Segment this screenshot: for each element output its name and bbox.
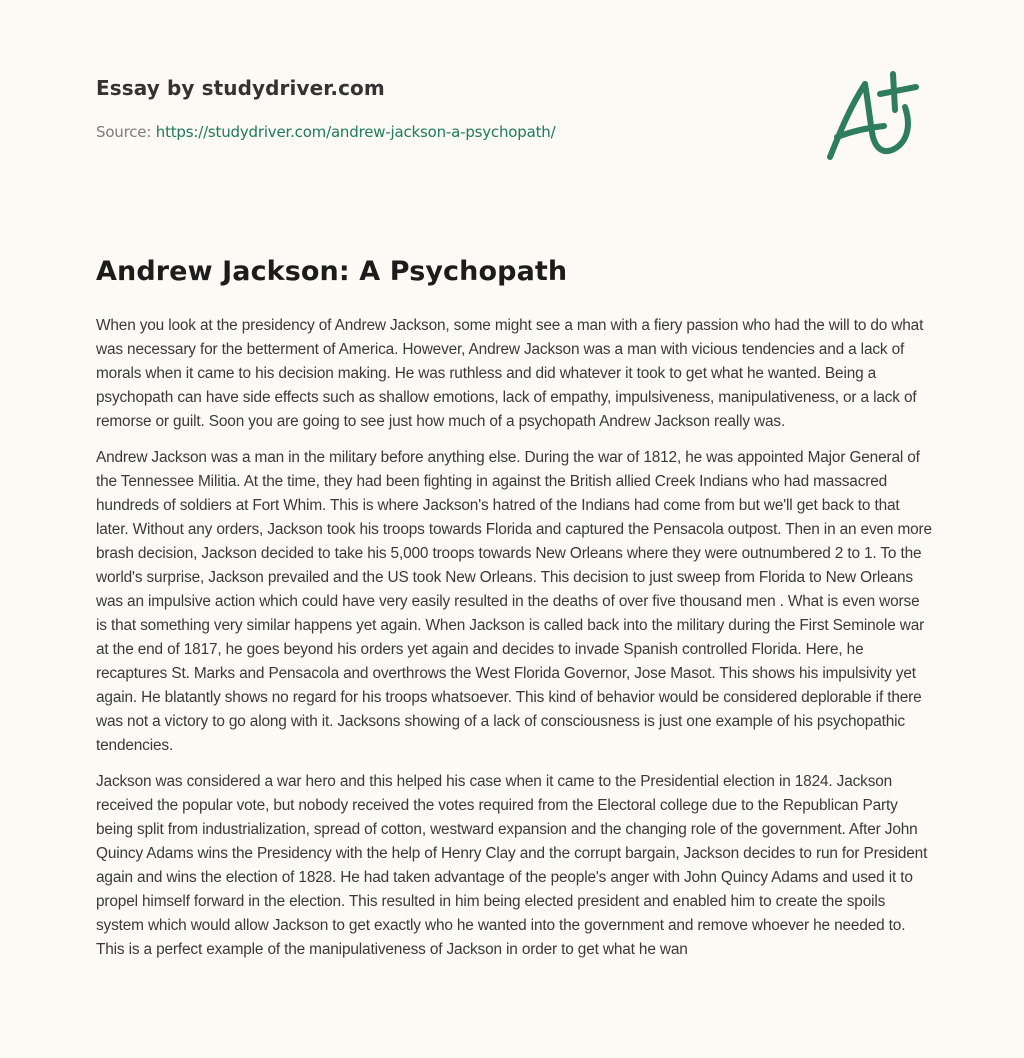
paragraph: Jackson was considered a war hero and this helped his case when it came to the Presidential election in 1824. Jackson received the popular vote, but nobody received the votes required from the Electoral college due to the Republican Party being split from industrialization, spread of cotton, westward expansion and the changing role of the government. After John Quincy Adams wins the Presidency with the help of Henry Clay and the corrupt bargain, Jackson decides to run for President again and wins the election of 1828. He had taken advantage of the people's anger with John Quincy Adams and used it to propel himself forward in the election. This resulted in him being elected president and enabled him to create the spoils system which would allow Jackson to get exactly who he wanted into the government and remove whoever he needed to. This is a perfect example of the manipulativeness of Jackson in order to get what he wan	[96, 773, 928, 958]
paragraph: When you look at the presidency of Andrew Jackson, some might see a man with a fiery passion who had the will to do what was necessary for the betterment of America. However, Andrew Jackson was a man with vicious tendencies and a lack of morals when it came to his decision making. He was ruthless and did whatever it took to get what he wanted. Being a psychopath can have side effects such as shallow emotions, lack of empathy, impulsiveness, manipulativeness, or a lack of remorse or guilt. Soon you are going to see just how much of a psychopath Andrew Jackson really was.	[96, 317, 924, 430]
article-body	[96, 314, 932, 974]
article-title: Andrew Jackson: A Psychopath	[96, 256, 568, 287]
page-header	[96, 76, 555, 141]
source-line	[96, 123, 555, 141]
source-link[interactable]: https://studydriver.com/andrew-jackson-a-psychopath/	[155, 123, 556, 141]
site-title: Essay by studydriver.com	[96, 76, 385, 100]
a-plus-grade-icon	[820, 62, 930, 172]
source-label: Source:	[96, 123, 152, 141]
paragraph: Andrew Jackson was a man in the military before anything else. During the war of 1812, he was appointed Major General of the Tennessee Militia. At the time, they had been fighting in against the British allied Creek Indians who had massacred hundreds of soldiers at Fort Whim. This is where Jackson's hatred of the Indians had come from but we'll get back to that later. Without any orders, Jackson took his troops towards Florida and captured the Pensacola outpost. Then in an even more brash decision, Jackson decided to take his 5,000 troops towards New Orleans where they were outnumbered 2 to 1. To the world's surprise, Jackson prevailed and the US took New Orleans. This decision to just sweep from Florida to New Orleans was an impulsive action which could have very easily resulted in the deaths of over five thousand men . What is even worse is that something very similar happens yet again. When Jackson is called back into the military during the First Seminole war at the end of 1817, he goes beyond his orders yet again and decides to invade Spanish controlled Florida. Here, he recaptures St. Marks and Pensacola and overthrows the West Florida Governor, Jose Masot. This shows his impulsivity yet again. He blatantly shows no regard for his troops whatsoever. This kind of behavior would be considered deplorable if there was not a victory to go along with it. Jacksons showing of a lack of consciousness is just one example of his psychopathic tendencies.	[96, 449, 932, 754]
